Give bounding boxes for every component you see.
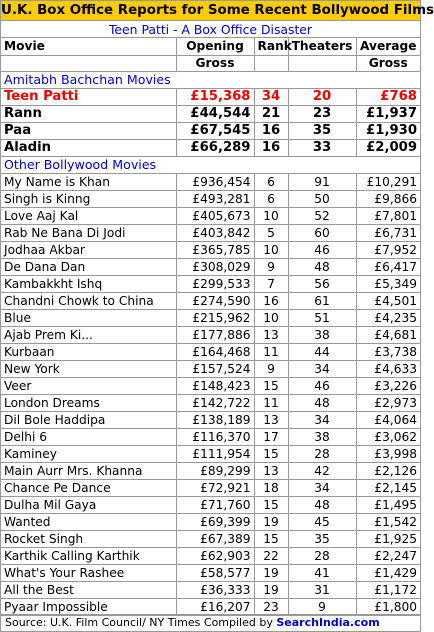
table-row [1,258,420,275]
cell-opening-gross: £111,954 [176,445,254,462]
cell-theaters: 48 [288,258,356,275]
cell-theaters: 23 [288,105,356,122]
cell-theaters: 35 [288,122,356,139]
cell-average-gross: £1,925 [356,530,420,547]
cell-movie: Main Aurr Mrs. Khanna [1,462,176,479]
cell-movie: Dulha Mil Gaya [1,496,176,513]
cell-opening-gross: £71,760 [176,496,254,513]
cell-opening-gross: £148,423 [176,377,254,394]
cell-movie: London Dreams [1,394,176,411]
cell-opening-gross: £16,207 [176,598,254,615]
cell-theaters: 28 [288,547,356,564]
cell-average-gross: £4,235 [356,309,420,326]
table-row [1,241,420,258]
cell-rank: 9 [254,360,288,377]
cell-movie: Teen Patti [1,88,176,105]
cell-theaters: 38 [288,326,356,343]
table-row [1,309,420,326]
table-row [1,462,420,479]
table-row [1,564,420,581]
table-row [1,224,420,241]
table-row [1,428,420,445]
cell-theaters: 41 [288,564,356,581]
cell-movie: Aladin [1,139,176,156]
table-row [1,411,420,428]
cell-theaters: 34 [288,360,356,377]
cell-rank: 15 [254,445,288,462]
column-header-movie: Movie [1,38,176,55]
table-row [1,598,420,615]
cell-rank: 15 [254,530,288,547]
table-body [1,71,420,615]
cell-rank: 19 [254,581,288,598]
cell-movie: Veer [1,377,176,394]
cell-average-gross: £2,145 [356,479,420,496]
cell-rank: 22 [254,547,288,564]
cell-average-gross: £2,247 [356,547,420,564]
table-row [1,190,420,207]
cell-average-gross: £3,738 [356,343,420,360]
column-subheader-movie [1,55,176,71]
cell-movie: Kurbaan [1,343,176,360]
cell-rank: 7 [254,275,288,292]
cell-rank: 13 [254,411,288,428]
section-header [1,71,420,88]
cell-rank: 9 [254,258,288,275]
cell-theaters: 42 [288,462,356,479]
cell-opening-gross: £936,454 [176,173,254,190]
cell-theaters: 28 [288,445,356,462]
column-subheader-opening: Gross [176,55,254,71]
cell-movie: New York [1,360,176,377]
cell-rank: 21 [254,105,288,122]
column-header-opening: Opening [176,38,254,55]
table-row [1,496,420,513]
cell-rank: 15 [254,496,288,513]
section-header [1,156,420,173]
cell-theaters: 34 [288,479,356,496]
cell-rank: 13 [254,462,288,479]
cell-opening-gross: £299,533 [176,275,254,292]
cell-theaters: 52 [288,207,356,224]
table-row [1,173,420,190]
cell-average-gross: £1,172 [356,581,420,598]
cell-theaters: 35 [288,530,356,547]
cell-opening-gross: £89,299 [176,462,254,479]
cell-rank: 18 [254,479,288,496]
cell-opening-gross: £405,673 [176,207,254,224]
table-row [1,547,420,564]
table-row [1,326,420,343]
section-label: Other Bollywood Movies [1,156,420,173]
cell-movie: Kaminey [1,445,176,462]
cell-movie: My Name is Khan [1,173,176,190]
cell-theaters: 50 [288,190,356,207]
cell-rank: 5 [254,224,288,241]
cell-theaters: 33 [288,139,356,156]
cell-movie: What's Your Rashee [1,564,176,581]
cell-average-gross: £6,417 [356,258,420,275]
cell-average-gross: £3,226 [356,377,420,394]
cell-opening-gross: £177,886 [176,326,254,343]
cell-opening-gross: £365,785 [176,241,254,258]
cell-average-gross: £7,952 [356,241,420,258]
cell-average-gross: £4,064 [356,411,420,428]
column-header-theaters: Theaters [288,38,356,55]
cell-rank: 23 [254,598,288,615]
cell-movie: Pyaar Impossible [1,598,176,615]
cell-average-gross: £3,062 [356,428,420,445]
cell-opening-gross: £62,903 [176,547,254,564]
column-subheader-theaters [288,55,356,71]
cell-average-gross: £7,801 [356,207,420,224]
cell-rank: 19 [254,564,288,581]
cell-average-gross: £5,349 [356,275,420,292]
cell-opening-gross: £67,389 [176,530,254,547]
table-row [1,122,420,139]
table-row [1,581,420,598]
table-row [1,360,420,377]
cell-average-gross: £4,681 [356,326,420,343]
cell-rank: 10 [254,309,288,326]
cell-opening-gross: £44,544 [176,105,254,122]
source-footer [1,614,420,631]
cell-average-gross: £4,633 [356,360,420,377]
cell-movie: Chandni Chowk to China [1,292,176,309]
cell-movie: De Dana Dan [1,258,176,275]
cell-theaters: 46 [288,241,356,258]
cell-theaters: 48 [288,394,356,411]
cell-theaters: 20 [288,88,356,105]
cell-opening-gross: £493,281 [176,190,254,207]
cell-opening-gross: £69,399 [176,513,254,530]
cell-opening-gross: £215,962 [176,309,254,326]
cell-average-gross: £9,866 [356,190,420,207]
cell-theaters: 45 [288,513,356,530]
table-row [1,513,420,530]
table-row [1,479,420,496]
cell-movie: Love Aaj Kal [1,207,176,224]
cell-opening-gross: £36,333 [176,581,254,598]
report-title: U.K. Box Office Reports for Some Recent Bollywood Films [1,1,420,21]
cell-opening-gross: £164,468 [176,343,254,360]
cell-movie: Kambakkht Ishq [1,275,176,292]
cell-theaters: 38 [288,428,356,445]
cell-movie: Ajab Prem Ki... [1,326,176,343]
cell-movie: Rab Ne Bana Di Jodi [1,224,176,241]
cell-average-gross: £768 [356,88,420,105]
cell-rank: 15 [254,377,288,394]
cell-opening-gross: £308,029 [176,258,254,275]
cell-movie: Wanted [1,513,176,530]
cell-theaters: 9 [288,598,356,615]
cell-movie: Paa [1,122,176,139]
brand-link[interactable]: SearchIndia.com [276,616,380,629]
cell-theaters: 34 [288,411,356,428]
cell-average-gross: £2,973 [356,394,420,411]
cell-theaters: 48 [288,496,356,513]
cell-theaters: 61 [288,292,356,309]
cell-average-gross: £1,542 [356,513,420,530]
cell-theaters: 51 [288,309,356,326]
cell-rank: 13 [254,326,288,343]
table-row [1,88,420,105]
cell-movie: Rocket Singh [1,530,176,547]
cell-average-gross: £1,800 [356,598,420,615]
cell-rank: 16 [254,122,288,139]
table-row [1,530,420,547]
column-subheader-rank [254,55,288,71]
cell-rank: 10 [254,207,288,224]
cell-opening-gross: £142,722 [176,394,254,411]
cell-opening-gross: £403,842 [176,224,254,241]
table-row [1,207,420,224]
cell-opening-gross: £138,189 [176,411,254,428]
cell-average-gross: £1,495 [356,496,420,513]
cell-average-gross: £3,998 [356,445,420,462]
cell-average-gross: £2,009 [356,139,420,156]
cell-movie: Dil Bole Haddipa [1,411,176,428]
cell-opening-gross: £72,921 [176,479,254,496]
column-header-rank: Rank [254,38,288,55]
cell-movie: Singh is Kinng [1,190,176,207]
cell-theaters: 91 [288,173,356,190]
cell-theaters: 56 [288,275,356,292]
cell-rank: 34 [254,88,288,105]
column-subheader-average: Gross [356,55,420,71]
cell-average-gross: £2,126 [356,462,420,479]
cell-movie: Jodhaa Akbar [1,241,176,258]
cell-rank: 17 [254,428,288,445]
table-row [1,275,420,292]
cell-average-gross: £4,501 [356,292,420,309]
cell-rank: 19 [254,513,288,530]
table-row [1,292,420,309]
cell-movie: Chance Pe Dance [1,479,176,496]
report-subtitle: Teen Patti - A Box Office Disaster [1,21,420,38]
header-subrow [1,55,420,71]
cell-average-gross: £6,731 [356,224,420,241]
cell-rank: 16 [254,292,288,309]
cell-theaters: 44 [288,343,356,360]
cell-theaters: 31 [288,581,356,598]
cell-movie: Blue [1,309,176,326]
cell-movie: Karthik Calling Karthik [1,547,176,564]
cell-opening-gross: £66,289 [176,139,254,156]
table-row [1,139,420,156]
cell-opening-gross: £274,590 [176,292,254,309]
cell-opening-gross: £116,370 [176,428,254,445]
cell-average-gross: £1,429 [356,564,420,581]
cell-average-gross: £1,937 [356,105,420,122]
cell-opening-gross: £58,577 [176,564,254,581]
cell-movie: All the Best [1,581,176,598]
section-label: Amitabh Bachchan Movies [1,71,420,88]
table-row [1,394,420,411]
column-header-average: Average [356,38,420,55]
cell-rank: 16 [254,139,288,156]
cell-rank: 11 [254,394,288,411]
cell-rank: 6 [254,173,288,190]
cell-opening-gross: £157,524 [176,360,254,377]
cell-opening-gross: £15,368 [176,88,254,105]
cell-theaters: 60 [288,224,356,241]
box-office-table [1,38,420,616]
cell-movie: Delhi 6 [1,428,176,445]
cell-rank: 10 [254,241,288,258]
cell-movie: Rann [1,105,176,122]
table-row [1,343,420,360]
header-row [1,38,420,55]
cell-theaters: 46 [288,377,356,394]
cell-rank: 6 [254,190,288,207]
table-row [1,445,420,462]
source-text: Source: U.K. Film Council/ NY Times Compiled by [5,616,277,629]
cell-average-gross: £1,930 [356,122,420,139]
cell-average-gross: £10,291 [356,173,420,190]
cell-opening-gross: £67,545 [176,122,254,139]
table-row [1,377,420,394]
cell-rank: 11 [254,343,288,360]
table-row [1,105,420,122]
